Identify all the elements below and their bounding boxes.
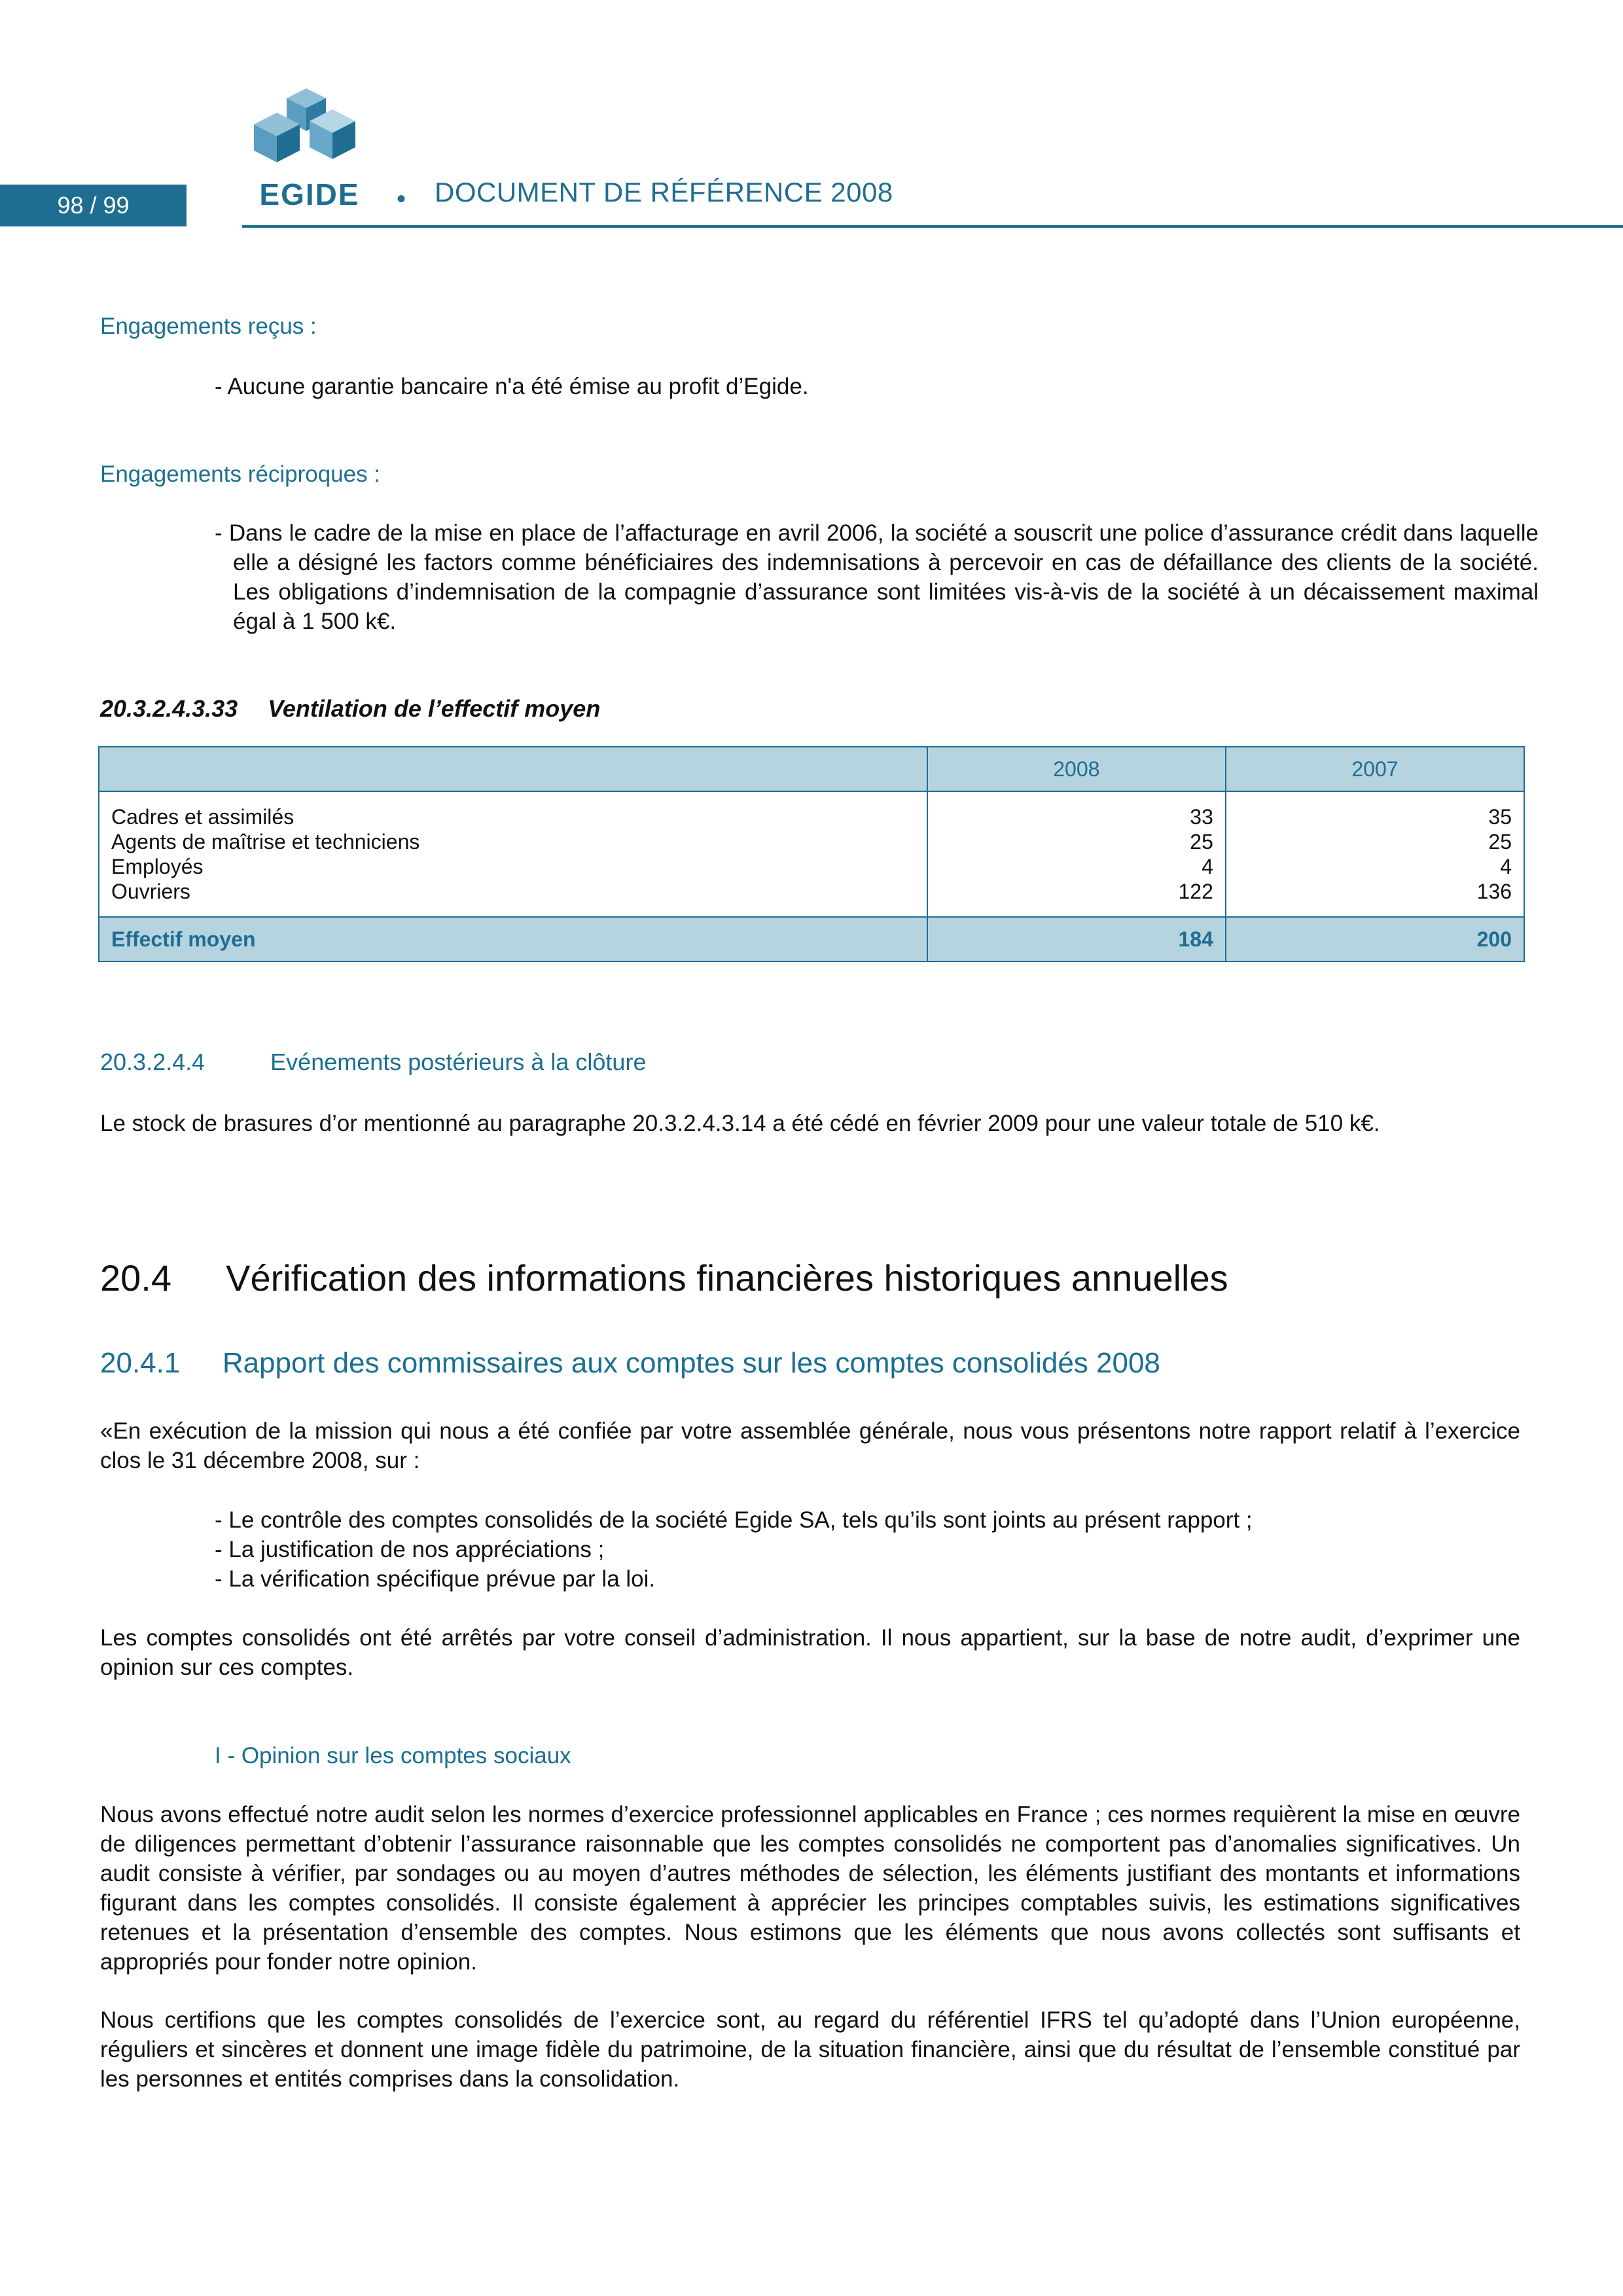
cell-value: 122 (1178, 880, 1213, 903)
section-20-4-1-title: Rapport des commissaires aux comptes sur les comptes consolidés 2008 (222, 1347, 1160, 1379)
cell-value: 25 (1488, 830, 1512, 853)
section-20-4-heading (100, 1257, 1228, 1299)
effectif-heading (100, 695, 600, 723)
table-header-2008: 2008 (927, 747, 1226, 791)
logo-wordmark: EGIDE (259, 177, 360, 211)
effectif-table (98, 746, 1525, 962)
cell-value: 4 (1202, 855, 1213, 878)
table-values-2007 (1226, 791, 1524, 917)
row-label: Agents de maîtrise et techniciens (111, 830, 420, 853)
cell-value: 35 (1488, 805, 1512, 829)
report-para-4: Nous certifions que les comptes consolidés de l’exercice sont, au regard du référentiel IFRS tel qu’adopté dans l’Union européenne, réguliers et sincères et donnent une image fidèle du patrimoine, de la situation financière, ainsi que du résultat de l’ensemble constitué par les personnes et entités comprises dans la consolidation. (100, 2007, 1520, 2092)
table-values-2008 (927, 791, 1226, 917)
evenements-title: Evénements postérieurs à la clôture (270, 1049, 647, 1075)
evenements-number: 20.3.2.4.4 (100, 1049, 205, 1075)
table-header-2007: 2007 (1226, 747, 1524, 791)
section-20-4-1-number: 20.4.1 (100, 1347, 181, 1379)
effectif-title: Ventilation de l’effectif moyen (268, 695, 601, 722)
section-20-4-number: 20.4 (100, 1257, 171, 1299)
engagements-recus-heading: Engagements reçus : (100, 314, 317, 339)
opinion-heading: I - Opinion sur les comptes sociaux (215, 1743, 571, 1768)
list-item: - La justification de nos appréciations ; (215, 1537, 605, 1562)
header-rule (242, 225, 1623, 228)
total-label: Effectif moyen (99, 917, 927, 961)
section-20-4-title: Vérification des informations financières historiques annuelles (226, 1257, 1228, 1299)
row-label: Cadres et assimilés (111, 805, 294, 829)
row-label: Employés (111, 855, 204, 878)
cell-value: 4 (1500, 855, 1512, 878)
page-indicator: 98 / 99 (0, 185, 187, 226)
report-intro: «En exécution de la mission qui nous a été confiée par votre assemblée générale, nous vous présentons notre rapport relatif à l’exercice clos le 31 décembre 2008, sur : (100, 1418, 1520, 1473)
table-body-row (99, 791, 1524, 917)
cell-value: 33 (1190, 805, 1213, 829)
total-2007: 200 (1226, 917, 1524, 961)
effectif-number: 20.3.2.4.3.33 (100, 695, 238, 722)
report-items (215, 1505, 1520, 1594)
table-total-row (99, 917, 1524, 961)
table-labels (99, 791, 927, 917)
total-2008: 184 (927, 917, 1226, 961)
header-bullet: • (397, 185, 406, 213)
engagements-reciproques-item: - Dans le cadre de la mise en place de l’affacturage en avril 2006, la société a souscrit une police d’assurance crédit dans laquelle elle a désigné les factors comme bénéficiaires des indemnisations à percevoir en cas de défaillance des clients de la société. Les obligations d’indemnisation de la compagnie d’assurance sont limitées vis-à-vis de la société à un décaissement maximal égal à 1 500 k€. (215, 520, 1539, 634)
document-title: DOCUMENT DE RÉFÉRENCE 2008 (435, 177, 893, 207)
evenements-heading (100, 1049, 646, 1076)
list-item: - La vérification spécifique prévue par la loi. (215, 1566, 656, 1592)
engagements-recus-item: - Aucune garantie bancaire n'a été émise au profit d’Egide. (215, 374, 809, 399)
list-item: - Le contrôle des comptes consolidés de la société Egide SA, tels qu’ils sont joints au présent rapport ; (215, 1507, 1253, 1533)
engagements-reciproques-heading: Engagements réciproques : (100, 461, 381, 487)
cell-value: 136 (1476, 880, 1512, 903)
evenements-text: Le stock de brasures d’or mentionné au paragraphe 20.3.2.4.3.14 a été cédé en février 2009 pour une valeur totale de 510 k€. (100, 1111, 1380, 1136)
row-label: Ouvriers (111, 880, 190, 903)
table-header-empty (99, 747, 927, 791)
report-para-2: Les comptes consolidés ont été arrêtés par votre conseil d’administration. Il nous appartient, sur la base de notre audit, d’exprimer une opinion sur ces comptes. (100, 1625, 1520, 1680)
table-header-row (99, 747, 1524, 791)
section-20-4-1-heading (100, 1347, 1160, 1380)
report-para-3: Nous avons effectué notre audit selon les normes d’exercice professionnel applicables en France ; ces normes requièrent la mise en œuvre de diligences permettant d’obtenir l’assurance raisonnable que les comptes consolidés ne comportent pas d’anomalies significatives. Un audit consiste à vérifier, par sondages ou au moyen d’autres méthodes de sélection, les éléments justifiant des montants et informations figurant dans les comptes consolidés. Il consiste également à apprécier les principes comptables suivis, les estimations significatives retenues et la présentation d’ensemble des comptes. Nous estimons que les éléments que nous avons collectés sont suffisants et appropriés pour fonder notre opinion. (100, 1802, 1520, 1975)
cell-value: 25 (1190, 830, 1213, 853)
